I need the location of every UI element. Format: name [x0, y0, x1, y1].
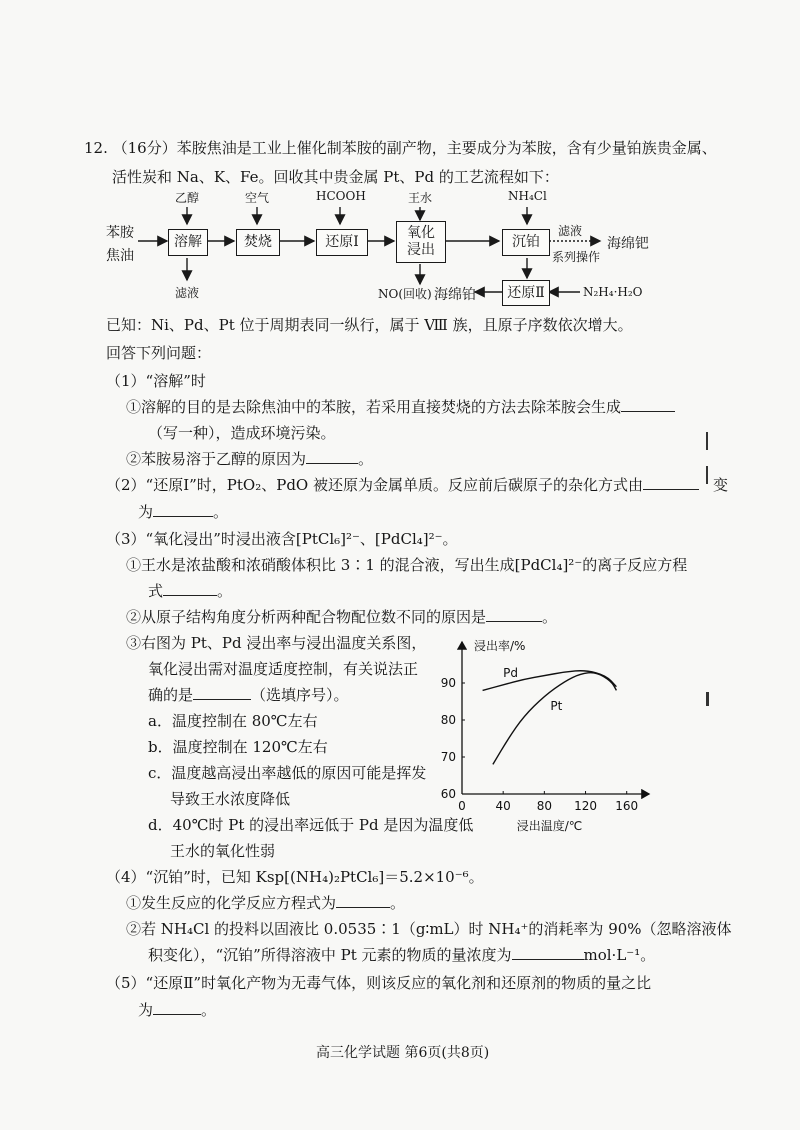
part3-q2-text: ②从原子结构角度分析两种配合物配位数不同的原因是: [126, 608, 487, 626]
part3-q3-line3: [148, 684, 349, 705]
x-tick-label: 160: [615, 799, 639, 813]
answer-prompt: 回答下列问题：: [106, 344, 212, 362]
y-tick-label: 80: [440, 713, 456, 727]
part4-q2-line2: [148, 944, 655, 965]
reagent-ethanol: 乙醇: [175, 191, 200, 205]
part3-q2-end: 。: [542, 608, 558, 626]
box-precipitate-pt: 沉铂: [502, 229, 550, 256]
part1-q1-line2: （写一种），造成环境污染。: [148, 424, 336, 442]
question-intro-line1: 苯胺焦油是工业上催化制苯胺的副产物，主要成分为苯胺，含有少量铂族贵金属、: [176, 139, 717, 157]
answer-blank[interactable]: [153, 1002, 201, 1015]
output-sponge-pt: 海绵铂: [434, 287, 476, 303]
part1-q1-text: ①溶解的目的是去除焦油中的苯胺，若采用直接焚烧的方法去除苯胺会生成: [126, 398, 622, 416]
part3-q2: [126, 606, 557, 627]
part4-q1-text: ①发生反应的化学反应方程式为: [126, 894, 337, 912]
process-flowchart: [0, 0, 800, 320]
x-axis-label: 浸出温度/℃: [516, 819, 583, 833]
option-d-line1: d．40℃时 Pt 的浸出率远低于 Pd 是因为温度低: [148, 816, 474, 834]
part2-line2: [138, 501, 228, 522]
part5-line1: （5）“还原Ⅱ”时氧化产物为无毒气体，则该反应的氧化剂和还原剂的物质的量之比: [106, 974, 652, 992]
scan-mark: [706, 692, 709, 706]
y-tick-label: 60: [440, 787, 456, 801]
box-burn: 焚烧: [236, 229, 280, 256]
part3-q1-line2: [148, 580, 232, 601]
part4-title: [106, 866, 484, 887]
part1-q2-end: 。: [358, 450, 374, 468]
question-intro-line2: 活性炭和 Na、K、Fe。回收其中贵金属 Pt、Pd 的工艺流程如下：: [112, 168, 559, 186]
output-no-recovered: NO(回收): [378, 287, 432, 301]
part2-text: （2）“还原Ⅰ”时，PtO₂、PdO 被还原为金属单质。反应前后碳原子的杂化方式由: [106, 476, 644, 494]
answer-blank[interactable]: [621, 399, 675, 412]
y-tick-label: 90: [440, 676, 456, 690]
part4-title-text: （4）“沉铂”时，已知: [106, 868, 256, 886]
ksp-expression: Ksp[(NH₄)₂PtCl₆]＝5.2×10⁻⁶。: [255, 868, 484, 886]
answer-blank[interactable]: [193, 687, 251, 700]
box-reduce1: 还原Ⅰ: [316, 229, 368, 256]
series-label-pt: Pt: [550, 698, 563, 713]
option-c-line1: c．温度越高浸出率越低的原因可能是挥发: [148, 764, 427, 782]
box-reduce2: 还原Ⅱ: [502, 280, 550, 306]
part2-text-end: 变: [713, 476, 729, 494]
y-axis-label: 浸出率/%: [474, 639, 526, 653]
part2-b-end: 。: [213, 503, 229, 521]
part1-q2: [126, 448, 373, 469]
part1-q1-line1: [126, 396, 675, 417]
reagent-nh4cl: NH₄Cl: [508, 189, 547, 203]
part3-q1-line1: ①王水是浓盐酸和浓硝酸体积比 3∶1 的混合液，写出生成[PdCl₄]²⁻的离子反应方程: [126, 556, 688, 574]
part1-title: （1）“溶解”时: [106, 372, 206, 390]
x-tick-label: 80: [536, 799, 552, 813]
part3-q3-line2: 氧化浸出需对温度适度控制，有关说法正: [148, 660, 419, 678]
y-tick-label: 70: [440, 750, 456, 764]
part4-q2-line1: ②若 NH₄Cl 的投料以固液比 0.0535∶1（g∶mL）时 NH₄⁺的消耗率为 90%（忽略溶液体: [126, 920, 732, 938]
answer-blank[interactable]: [336, 895, 390, 908]
box-oxidize-line2: 浸出: [407, 242, 435, 258]
part2-line1: [106, 474, 728, 495]
x-tick-label: 120: [574, 799, 597, 813]
reagent-n2h4: N₂H₄·H₂O: [583, 285, 643, 299]
part4-q2-b: 积变化），“沉铂”所得溶液中 Pt 元素的物质的量浓度为: [148, 946, 512, 964]
part2-b: 为: [138, 503, 154, 521]
x-tick-label: 40: [495, 799, 511, 813]
answer-blank[interactable]: [153, 504, 213, 517]
part3-q1-b: 式: [148, 582, 164, 600]
part3-q1-end: 。: [217, 582, 233, 600]
part5-b-end: 。: [201, 1001, 217, 1019]
box-oxidize-leach: [396, 221, 446, 263]
output-filtrate-right: 滤液: [558, 224, 583, 238]
x-tick-label: 0: [458, 799, 466, 813]
input-label-line2: 焦油: [106, 248, 134, 264]
answer-blank[interactable]: [643, 477, 699, 490]
option-a: a．温度控制在 80℃左右: [148, 712, 318, 730]
part4-q1: [126, 892, 405, 913]
answer-blank[interactable]: [306, 451, 358, 464]
answer-blank[interactable]: [486, 609, 542, 622]
part5-line2: [138, 999, 216, 1020]
part1-q2-text: ②苯胺易溶于乙醇的原因为: [126, 450, 307, 468]
part3-title: （3）“氧化浸出”时浸出液含[PtCl₆]²⁻、[PdCl₄]²⁻。: [106, 530, 458, 548]
question-score: （16分）: [112, 139, 177, 157]
output-filtrate-bottom: 滤液: [175, 286, 200, 300]
part3-q3-line1: ③右图为 Pt、Pd 浸出率与浸出温度关系图，: [126, 634, 427, 652]
series-line-pt: [493, 673, 617, 765]
reagent-air: 空气: [245, 191, 270, 205]
scan-mark: [706, 466, 708, 484]
part3-q3-l3-end: （选填序号）。: [251, 686, 349, 704]
option-b: b．温度控制在 120℃左右: [148, 738, 328, 756]
part5-b: 为: [138, 1001, 154, 1019]
scan-mark: [706, 432, 708, 450]
leaching-rate-chart: [430, 636, 660, 846]
input-label-line1: 苯胺: [106, 225, 134, 241]
known-info: 已知：Ni、Pd、Pt 位于周期表同一纵行，属于 Ⅷ 族，且原子序数依次增大。: [106, 316, 633, 334]
output-sponge-pd: 海绵钯: [607, 236, 649, 252]
box-dissolve: 溶解: [168, 229, 208, 256]
flowchart-arrows: [0, 0, 800, 320]
series-label-pd: Pd: [503, 665, 519, 680]
option-c-line2: 导致王水浓度降低: [170, 790, 291, 808]
box-oxidize-line1: 氧化: [407, 225, 435, 241]
reagent-hcooh: HCOOH: [316, 189, 366, 203]
part4-q2-unit: mol·L⁻¹。: [583, 946, 656, 964]
page-footer: 高三化学试题 第6页(共8页): [316, 1045, 490, 1061]
part3-q3-l3: 确的是: [148, 686, 194, 704]
answer-blank[interactable]: [163, 583, 217, 596]
part4-q1-end: 。: [390, 894, 406, 912]
reagent-aqua-regia: 王水: [408, 191, 433, 205]
output-series-ops: 系列操作: [552, 250, 601, 264]
answer-blank[interactable]: [512, 947, 584, 960]
question-number: 12.: [84, 139, 108, 157]
option-d-line2: 王水的氧化性弱: [170, 842, 276, 860]
